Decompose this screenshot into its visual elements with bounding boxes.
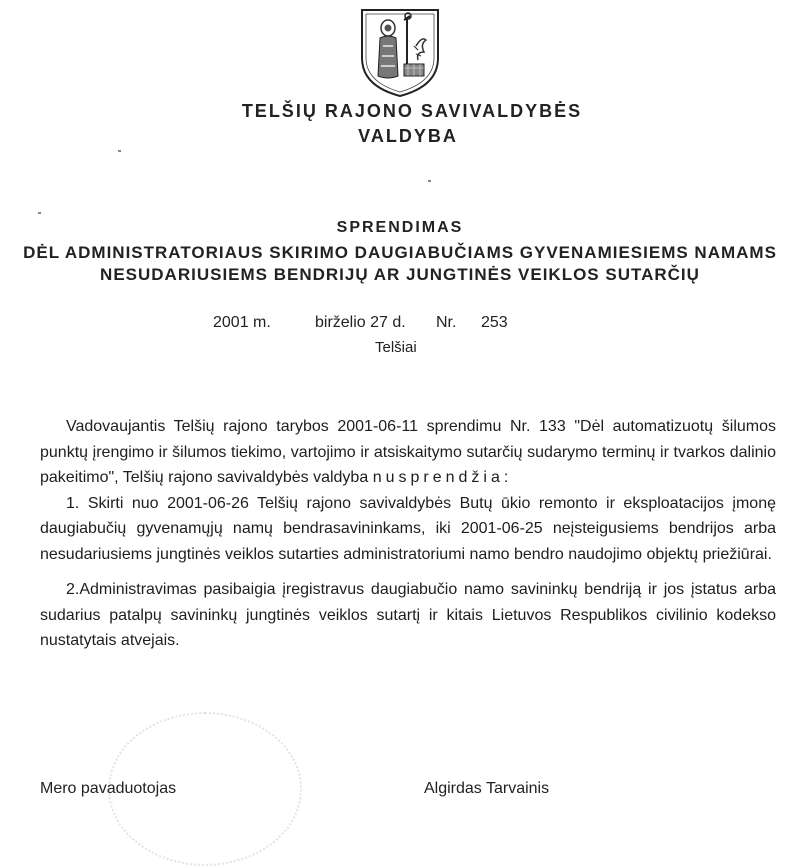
intro-paragraph <box>40 414 776 491</box>
item-2: 2.Administravimas pasibaigia įregistravus daugiabučio namo savininkų bendriją ir jos įstatus arba sudarius patalpų savininkų jungtinės veiklos sutartį ir kitais Lietuvos Respublikos civilinio kodekso nustatytais atvejais. <box>40 581 776 649</box>
scan-speck <box>428 180 431 182</box>
signatory-position: Mero pavaduotojas <box>40 780 177 797</box>
intro-text: Vadovaujantis Telšių rajono tarybos 2001-06-11 sprendimu Nr. 133 "Dėl automatizuotų šilumos punktų įrengimo ir šilumos tiekimo, vartojimo ir atsiskaitymo sutarčių sudarymo terminų ir tvarkos dalinio pakeitimo", Telšių rajono savivaldybės valdyba <box>40 418 776 486</box>
decision-day: birželio 27 d. <box>315 314 406 331</box>
coat-of-arms-icon <box>358 6 442 100</box>
decision-body <box>40 414 776 654</box>
decision-year: 2001 m. <box>213 314 271 331</box>
decision-place: Telšiai <box>375 339 417 356</box>
decides-keyword: nusprendžia: <box>372 469 513 486</box>
subject-line-1: DĖL ADMINISTRATORIAUS SKIRIMO DAUGIABUČIAMS GYVENAMIESIEMS NAMAMS <box>23 243 777 262</box>
decision-number: 253 <box>481 314 508 331</box>
organization-body: VALDYBA <box>358 126 458 146</box>
item-1: 1. Skirti nuo 2001-06-26 Telšių rajono savivaldybės Butų ūkio remonto ir eksploatacijos įmonę daugiabučių gyvenamųjų namų bendrasavininkams, iki 2001-06-25 neįsteigusiems bendrijos arba nesudariusiems jungtinės veiklos sutarties administratoriumi namo bendro naudojimo objektų priežiūrai. <box>40 494 776 563</box>
scan-speck <box>38 212 41 214</box>
organization-name: TELŠIŲ RAJONO SAVIVALDYBĖS <box>241 101 583 121</box>
subject-line-2: NESUDARIUSIEMS BENDRIJŲ AR JUNGTINĖS VEIKLOS SUTARČIŲ <box>100 265 700 284</box>
scan-speck <box>118 150 121 152</box>
document-type: SPRENDIMAS <box>336 219 464 236</box>
signatory-name: Algirdas Tarvainis <box>424 780 550 797</box>
decision-number-label: Nr. <box>436 314 457 331</box>
